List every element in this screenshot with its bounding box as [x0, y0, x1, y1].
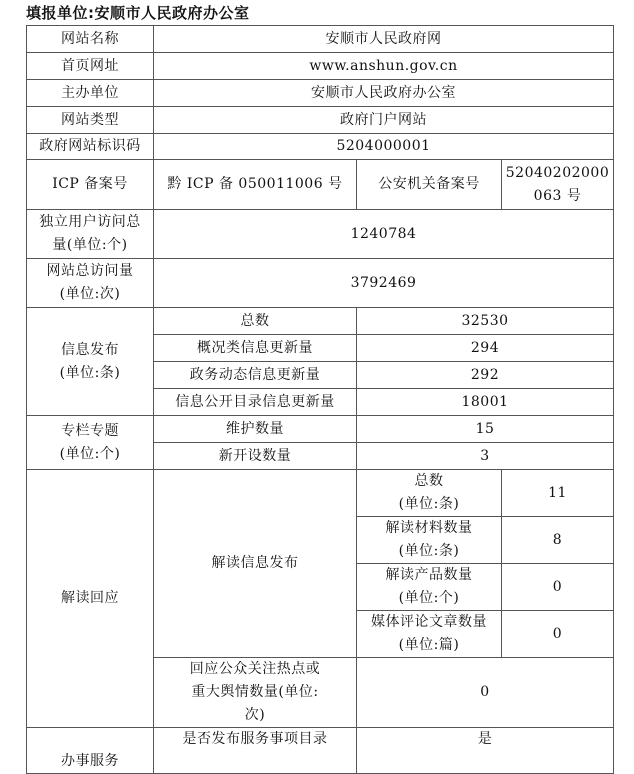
report-unit-header: 填报单位:安顺市人民政府办公室: [26, 4, 250, 22]
homepage-value: www.anshun.gov.cn: [154, 53, 614, 80]
columns-new-label: 新开设数量: [154, 443, 357, 470]
info-release-label-line2: (单位:条): [59, 364, 121, 381]
gov-id-value: 5204000001: [154, 134, 614, 160]
interpretation-sub-label: 解读信息发布: [154, 470, 357, 658]
row-info-total: [27, 308, 614, 335]
interp-material-label-line2: (单位:条): [398, 543, 460, 559]
info-overview-label: 概况类信息更新量: [154, 335, 357, 362]
hot-response-label-line3: 次): [244, 707, 266, 723]
row-homepage: [27, 53, 614, 80]
info-release-label-line1: 信息发布: [61, 341, 119, 358]
interp-product-label: [357, 564, 502, 611]
hot-response-label-line1: 回应公众关注热点或: [189, 661, 321, 677]
columns-maintained-label: 维护数量: [154, 416, 357, 443]
row-host-unit: [27, 80, 614, 107]
unique-visitors-label: [27, 210, 154, 259]
host-unit-label: 主办单位: [27, 80, 154, 107]
total-visits-label-line1: 网站总访问量: [46, 263, 134, 279]
row-services: [27, 728, 614, 774]
interp-total-value: 11: [502, 470, 614, 517]
info-catalog-label: 信息公开目录信息更新量: [154, 389, 357, 416]
interp-material-label-line1: 解读材料数量: [385, 520, 473, 536]
icp-value: 黔 ICP 备 050011006 号: [154, 160, 357, 210]
row-unique-visitors: [27, 210, 614, 259]
service-catalog-value: 是: [357, 728, 614, 774]
info-release-label: [27, 308, 154, 416]
hot-response-value: 0: [357, 658, 614, 728]
host-unit-value: 安顺市人民政府办公室: [154, 80, 614, 107]
interp-product-label-line2: (单位:个): [398, 590, 460, 606]
gov-id-label: 政府网站标识码: [27, 134, 154, 160]
interp-product-value: 0: [502, 564, 614, 611]
columns-maintained-value: 15: [357, 416, 614, 443]
site-type-label: 网站类型: [27, 107, 154, 134]
info-total-value: 32530: [357, 308, 614, 335]
row-interp-total: [27, 470, 614, 517]
columns-label: [27, 416, 154, 470]
total-visits-label: [27, 259, 154, 308]
interp-total-label: [357, 470, 502, 517]
row-gov-id: [27, 134, 614, 160]
unique-visitors-label-line2: 量(单位:个): [52, 237, 128, 253]
police-record-value-line2: 063 号: [533, 187, 582, 204]
site-name-label: 网站名称: [27, 26, 154, 53]
interp-product-label-line1: 解读产品数量: [385, 567, 473, 583]
total-visits-value: 3792469: [154, 259, 614, 308]
interp-material-label: [357, 517, 502, 564]
columns-label-line1: 专栏专题: [61, 422, 119, 439]
interp-total-label-line1: 总数: [414, 473, 444, 489]
row-columns-maintained: [27, 416, 614, 443]
site-type-value: 政府门户网站: [154, 107, 614, 134]
services-label: 办事服务: [27, 728, 154, 774]
row-site-type: [27, 107, 614, 134]
interp-media-label-line1: 媒体评论文章数量: [371, 614, 487, 630]
interp-total-label-line2: (单位:条): [398, 496, 460, 512]
police-record-label: 公安机关备案号: [357, 160, 502, 210]
icp-label: ICP 备案号: [27, 160, 154, 210]
row-icp: [27, 160, 614, 210]
row-site-name: [27, 26, 614, 53]
interpretation-label: 解读回应: [27, 470, 154, 728]
hot-response-label-line2: 重大舆情数量(单位:: [191, 684, 319, 700]
interp-media-label-line2: (单位:篇): [398, 637, 460, 653]
police-record-value-line1: 52040202000: [505, 164, 610, 181]
total-visits-label-line2: (单位:次): [59, 286, 121, 302]
info-news-value: 292: [357, 362, 614, 389]
columns-label-line2: (单位:个): [59, 445, 121, 462]
unique-visitors-value: 1240784: [154, 210, 614, 259]
info-news-label: 政务动态信息更新量: [154, 362, 357, 389]
interp-media-label: [357, 611, 502, 658]
info-total-label: 总数: [154, 308, 357, 335]
homepage-label: 首页网址: [27, 53, 154, 80]
unique-visitors-label-line1: 独立用户访问总: [39, 214, 141, 230]
hot-response-label: [154, 658, 357, 728]
info-catalog-value: 18001: [357, 389, 614, 416]
row-total-visits: [27, 259, 614, 308]
interp-media-value: 0: [502, 611, 614, 658]
columns-new-value: 3: [357, 443, 614, 470]
info-overview-value: 294: [357, 335, 614, 362]
statistics-table: [26, 25, 614, 774]
police-record-value: [502, 160, 614, 210]
interp-material-value: 8: [502, 517, 614, 564]
service-catalog-label: 是否发布服务事项目录: [154, 728, 357, 774]
site-name-value: 安顺市人民政府网: [154, 26, 614, 53]
